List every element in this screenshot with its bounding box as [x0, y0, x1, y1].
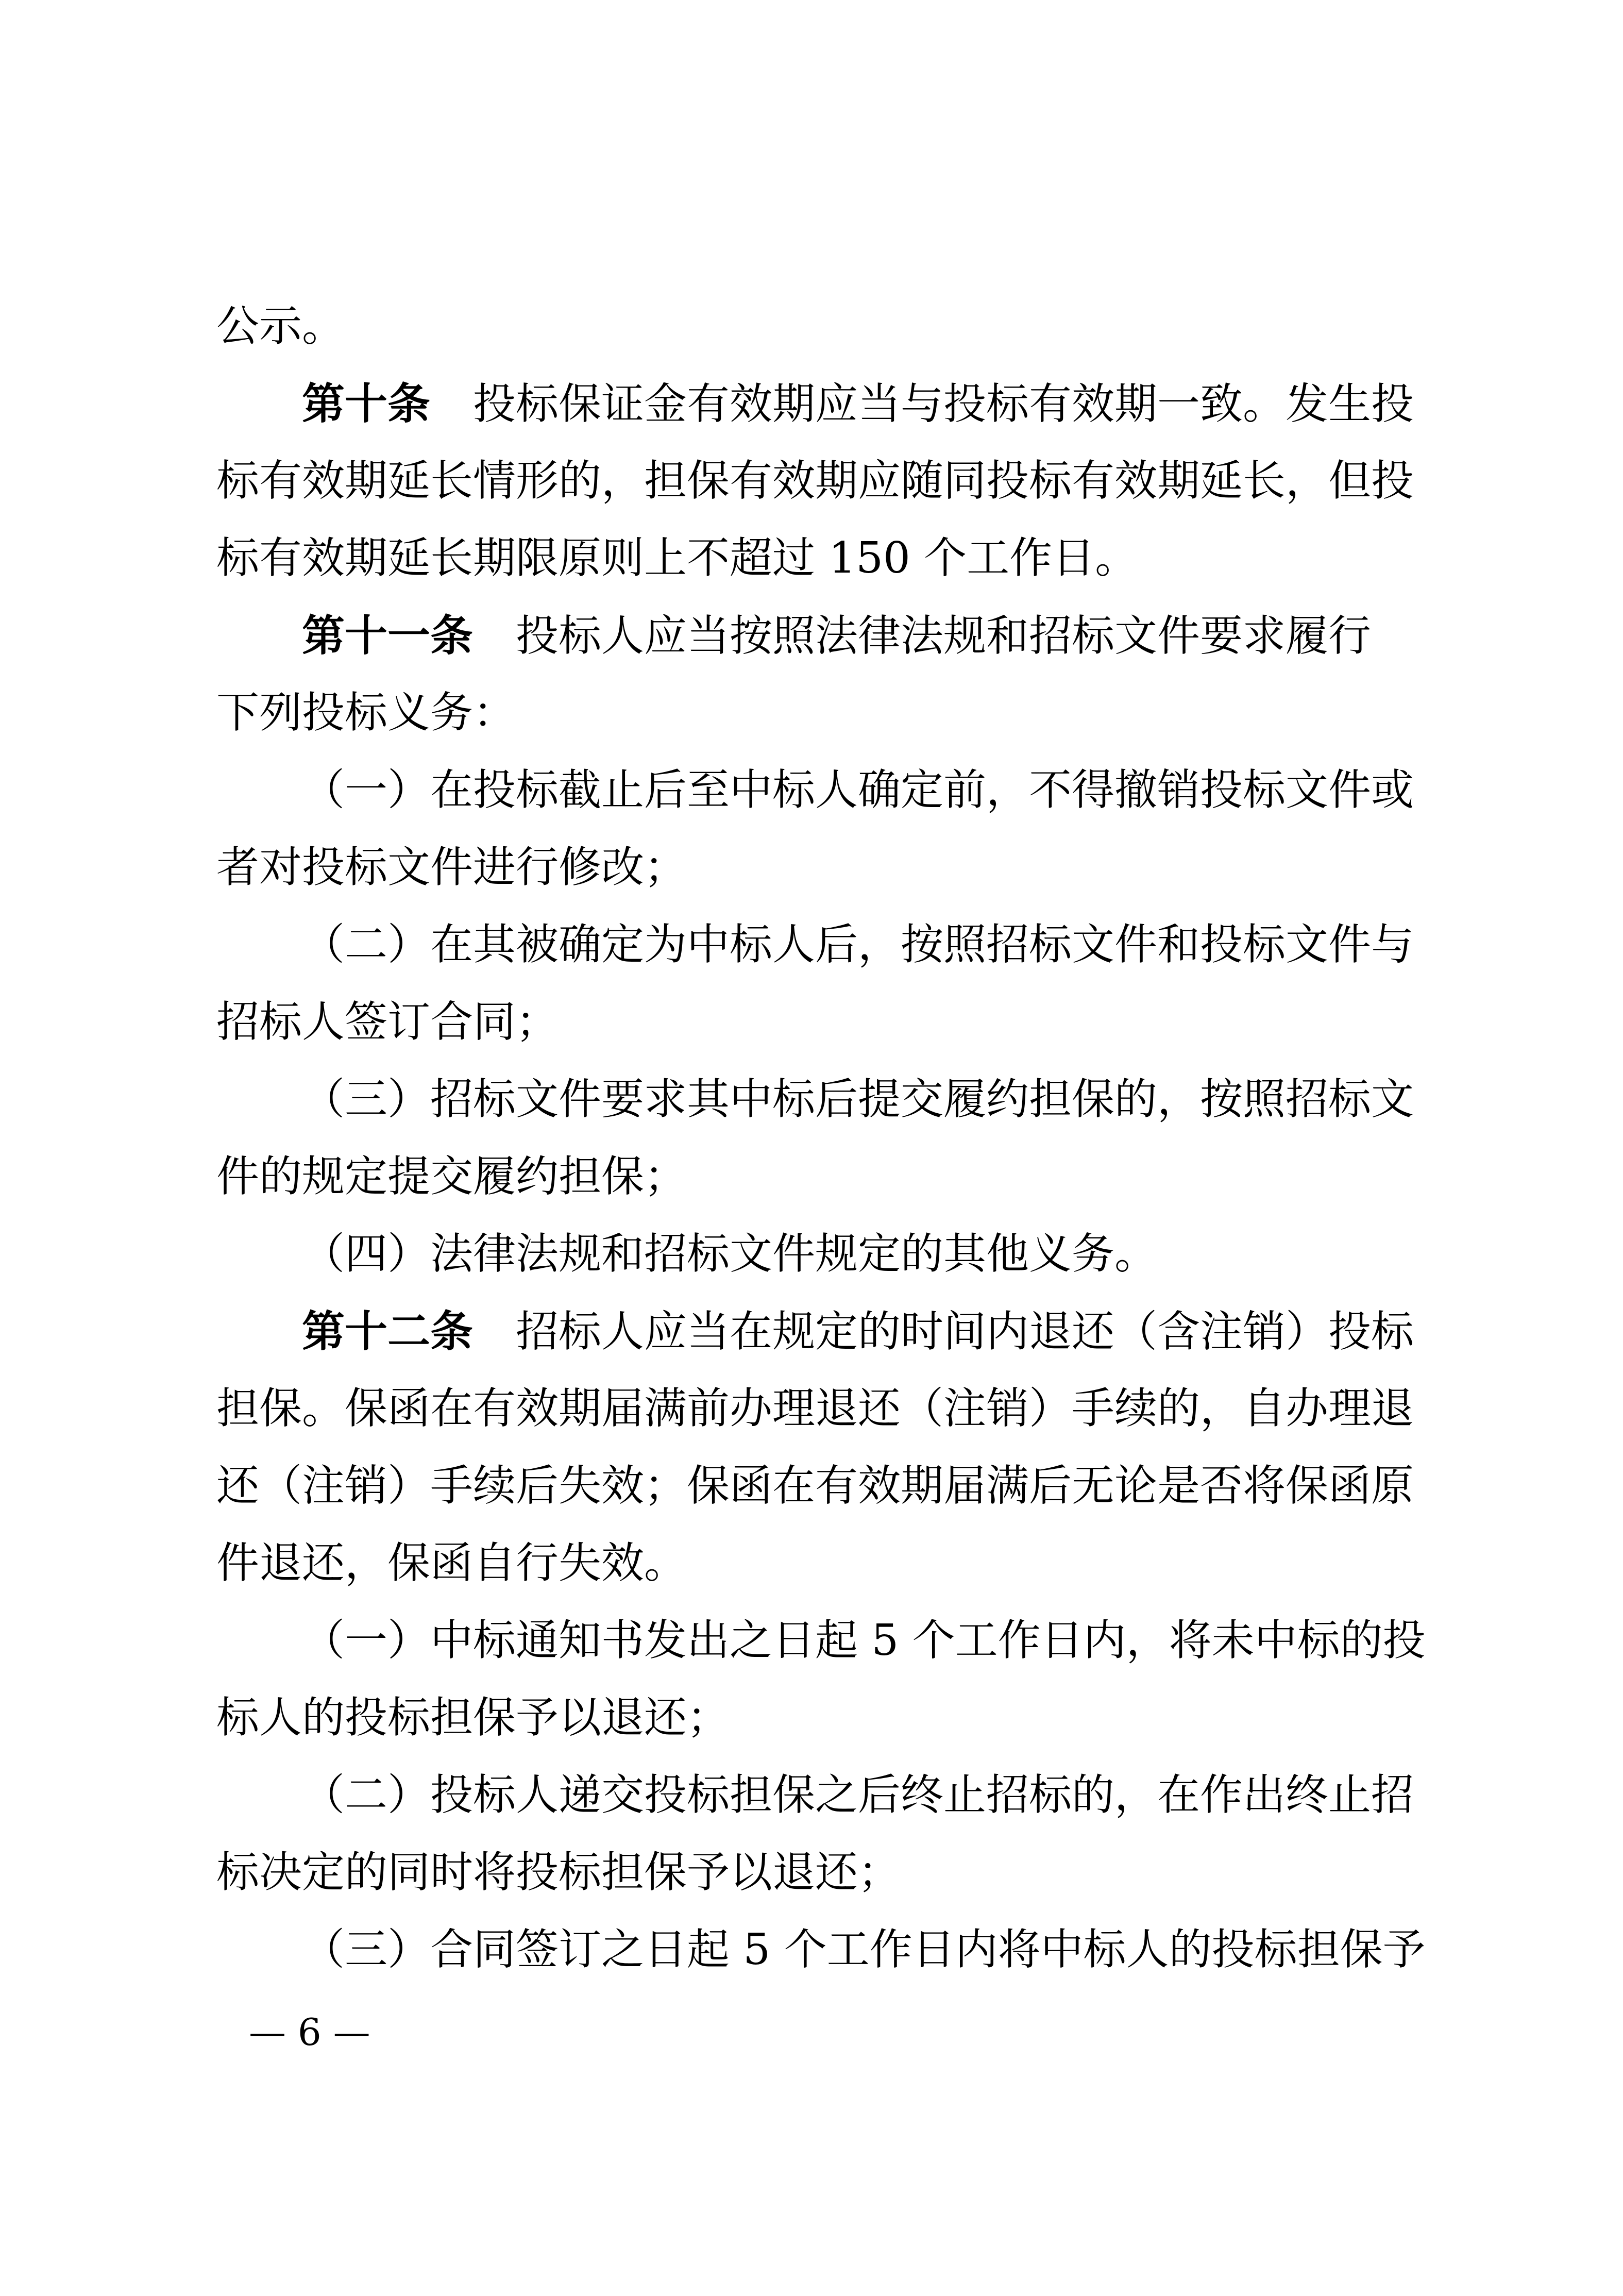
document-body	[216, 288, 1426, 1988]
line-text: 标有效期延长情形的，担保有效期应随同投标有效期延长，但投	[216, 456, 1414, 506]
line-text: 件的规定提交履约担保；	[216, 1151, 687, 1201]
line-text: （三）合同签订之日起 5 个工作日内将中标人的投标担保予	[302, 1924, 1426, 1974]
document-line	[216, 1602, 1426, 1679]
line-text: 标有效期延长期限原则上不超过 150 个工作日。	[216, 533, 1138, 583]
line-text: 担保。保函在有效期届满前办理退还（注销）手续的，自办理退	[216, 1383, 1414, 1433]
line-text: （一）中标通知书发出之日起 5 个工作日内，将未中标的投	[302, 1615, 1426, 1665]
document-line	[216, 1679, 1417, 1756]
line-text: 招标人应当在规定的时间内退还（含注销）投标	[473, 1306, 1414, 1356]
document-line	[216, 983, 1417, 1061]
document-line	[216, 1061, 1417, 1138]
document-line	[216, 1911, 1426, 1988]
document-line	[216, 1370, 1417, 1447]
document-line	[216, 288, 1417, 365]
line-text: 投标人应当按照法律法规和招标文件要求履行	[473, 611, 1371, 661]
document-line	[216, 597, 1417, 674]
document-line	[216, 1447, 1417, 1524]
line-text: 件退还，保函自行失效。	[216, 1538, 687, 1588]
document-line	[216, 1215, 1417, 1293]
line-text: 公示。	[216, 301, 345, 351]
article-number: 第十条	[302, 378, 430, 429]
document-line	[216, 906, 1417, 983]
line-text: （二）在其被确定为中标人后，按照招标文件和投标文件与	[302, 919, 1414, 969]
document-line	[216, 674, 1417, 751]
document-line	[216, 1138, 1417, 1215]
document-line	[216, 751, 1417, 829]
article-number: 第十一条	[302, 610, 473, 661]
line-text: 招标人签订合同；	[216, 997, 559, 1047]
article-number: 第十二条	[302, 1306, 473, 1356]
line-text: 标决定的同时将投标担保予以退还；	[216, 1847, 901, 1897]
document-line	[216, 442, 1417, 519]
document-line	[216, 1293, 1417, 1370]
line-text: 者对投标文件进行修改；	[216, 842, 687, 892]
document-line	[216, 1834, 1417, 1911]
document-line	[216, 1756, 1417, 1834]
line-text: （二）投标人递交投标担保之后终止招标的，在作出终止招	[302, 1770, 1414, 1820]
document-line	[216, 519, 1417, 597]
line-text: 还（注销）手续后失效；保函在有效期届满后无论是否将保函原	[216, 1461, 1414, 1511]
line-text: （一）在投标截止后至中标人确定前，不得撤销投标文件或	[302, 765, 1414, 815]
line-text: 下列投标义务：	[216, 688, 516, 738]
document-line	[216, 1524, 1417, 1602]
document-line	[216, 829, 1417, 906]
line-text: 标人的投标担保予以退还；	[216, 1692, 730, 1742]
line-text: 投标保证金有效期应当与投标有效期一致。发生投	[430, 379, 1414, 429]
page-number: — 6 —	[249, 2010, 370, 2054]
line-text: （三）招标文件要求其中标后提交履约担保的，按照招标文	[302, 1074, 1414, 1124]
line-text: （四）法律法规和招标文件规定的其他义务。	[302, 1229, 1157, 1279]
document-line	[216, 365, 1417, 442]
